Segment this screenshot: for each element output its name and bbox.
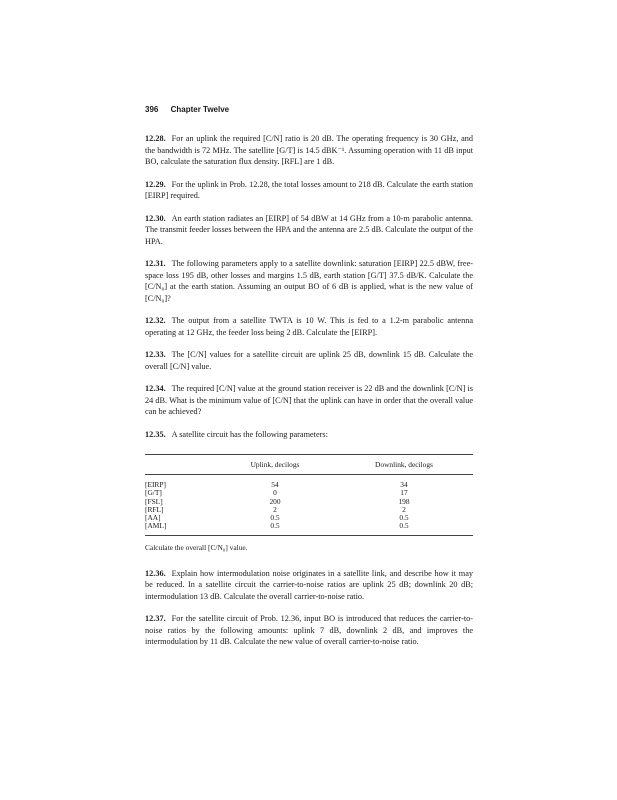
problem [145,179,473,202]
table-cell: 2 [402,504,406,514]
table-cell: 2 [273,504,277,514]
problems-before [145,133,473,440]
table-cell: 0.5 [215,522,335,535]
problem-text: The required [C/N] value at the ground station receiver is 22 dB and the downlink [C/N] is 24 dB. What is the minimum value of [C/N] that the uplink can have in order that the overall value can be achieved? [145,384,473,416]
problem [145,133,473,168]
table-row [145,498,473,506]
table-cell: [EIRP] [145,480,166,489]
table-cell: 200 [269,496,281,506]
problems-after [145,568,473,648]
problem-number: 12.35. [145,429,166,439]
problem [145,568,473,603]
table-row [145,489,473,497]
table-row [145,475,473,490]
table-cell: 54 [271,480,279,489]
parameter-table [145,454,473,536]
parameter-table-block [145,454,473,552]
problem [145,383,473,418]
table-header-cell: Uplink, decilogs [215,455,335,475]
table-cell: [RFL] [145,504,164,514]
problem-number: 12.34. [145,384,166,393]
problem-number: 12.37. [145,614,166,624]
table-header-row [145,455,473,475]
problem-text: For the satellite circuit of Prob. 12.36, input BO is introduced that reduces the carrier-to-noise ratios by the following amounts: uplink 7 dB, downlink 2 dB, and improves the intermodulation by 11 dB. Calculate the new value of overall carrier-to-noise ratio. [145,614,473,647]
problem [145,315,473,338]
table-cell: 0.5 [335,522,473,535]
table-cell: 17 [400,488,408,498]
table-row [145,522,473,535]
problem-text: A satellite circuit has the following parameters: [171,429,328,439]
table-cell: [AML] [145,522,215,535]
problem-number: 12.36. [145,568,166,578]
table-cell: 198 [398,496,410,506]
problem-number: 12.30. [145,213,166,223]
table-cell: [FSL] [145,496,163,506]
page-number: 396 [145,105,159,114]
table-cell: [G/T] [145,488,162,498]
table-cell: 34 [400,480,408,489]
problem-number: 12.28. [145,134,166,143]
table-cell: 0.5 [270,513,280,523]
problem [145,213,473,248]
problem-number: 12.33. [145,350,166,359]
problem [145,349,473,372]
problem-number: 12.31. [145,259,166,268]
problem-text: For an uplink the required [C/N] ratio is 20 dB. The operating frequency is 30 GHz, and the bandwidth is 72 MHz. The satellite [G/T] is 14.5 dBK⁻¹. Assuming operation with 11 dB input BO, calculate the saturation flux density. [RFL] are 1 dB. [145,134,473,166]
table-row [145,514,473,522]
table-note: Calculate the overall [C/N₀] value. [145,542,248,552]
table-row [145,506,473,514]
problem-text: An earth station radiates an [EIRP] of 54 dBW at 14 GHz from a 10-m parabolic antenna. The transmit feeder losses between the HPA and the antenna are 2.5 dB. Calculate the output of the HPA. [145,213,473,246]
problem [145,258,473,304]
problem-text: The output from a satellite TWTA is 10 W. This is fed to a 1.2-m parabolic antenna operating at 12 GHz, the feeder loss being 2 dB. Calculate the [EIRP]. [145,316,473,337]
problem [145,429,473,441]
page-body [145,133,473,659]
problem-text: The following parameters apply to a satellite downlink: saturation [EIRP] 22.5 dBW, free-space loss 195 dB, other losses and margins 1.5 dB, earth station [G/T] 37.5 dB/K. Calculate the [C/N₀] at the earth station. Assuming an output BO of 6 dB is applied, what is the new value of [C/N₀]? [145,259,473,303]
problem-text: For the uplink in Prob. 12.28, the total losses amount to 218 dB. Calculate the earth station [EIRP] required. [145,179,473,200]
table-cell: [AA] [145,513,161,523]
table-cell: 0.5 [399,513,409,523]
problem [145,613,473,648]
page-header [145,105,239,114]
problem-text: The [C/N] values for a satellite circuit are uplink 25 dB, downlink 15 dB. Calculate the overall [C/N] value. [145,350,473,371]
chapter-title: Chapter Twelve [170,105,230,114]
table-header-cell [145,455,215,475]
table-cell: 0 [273,488,277,498]
table-header-cell: Downlink, decilogs [335,455,473,475]
problem-number: 12.32. [145,316,166,325]
problem-text: Explain how intermodulation noise originates in a satellite link, and describe how it may be reduced. In a satellite circuit the carrier-to-noise ratios are uplink 25 dB; downlink 20 dB; intermodulation 13 dB. Calculate the overall carrier-to-noise ratio. [145,568,473,601]
problem-number: 12.29. [145,179,166,189]
